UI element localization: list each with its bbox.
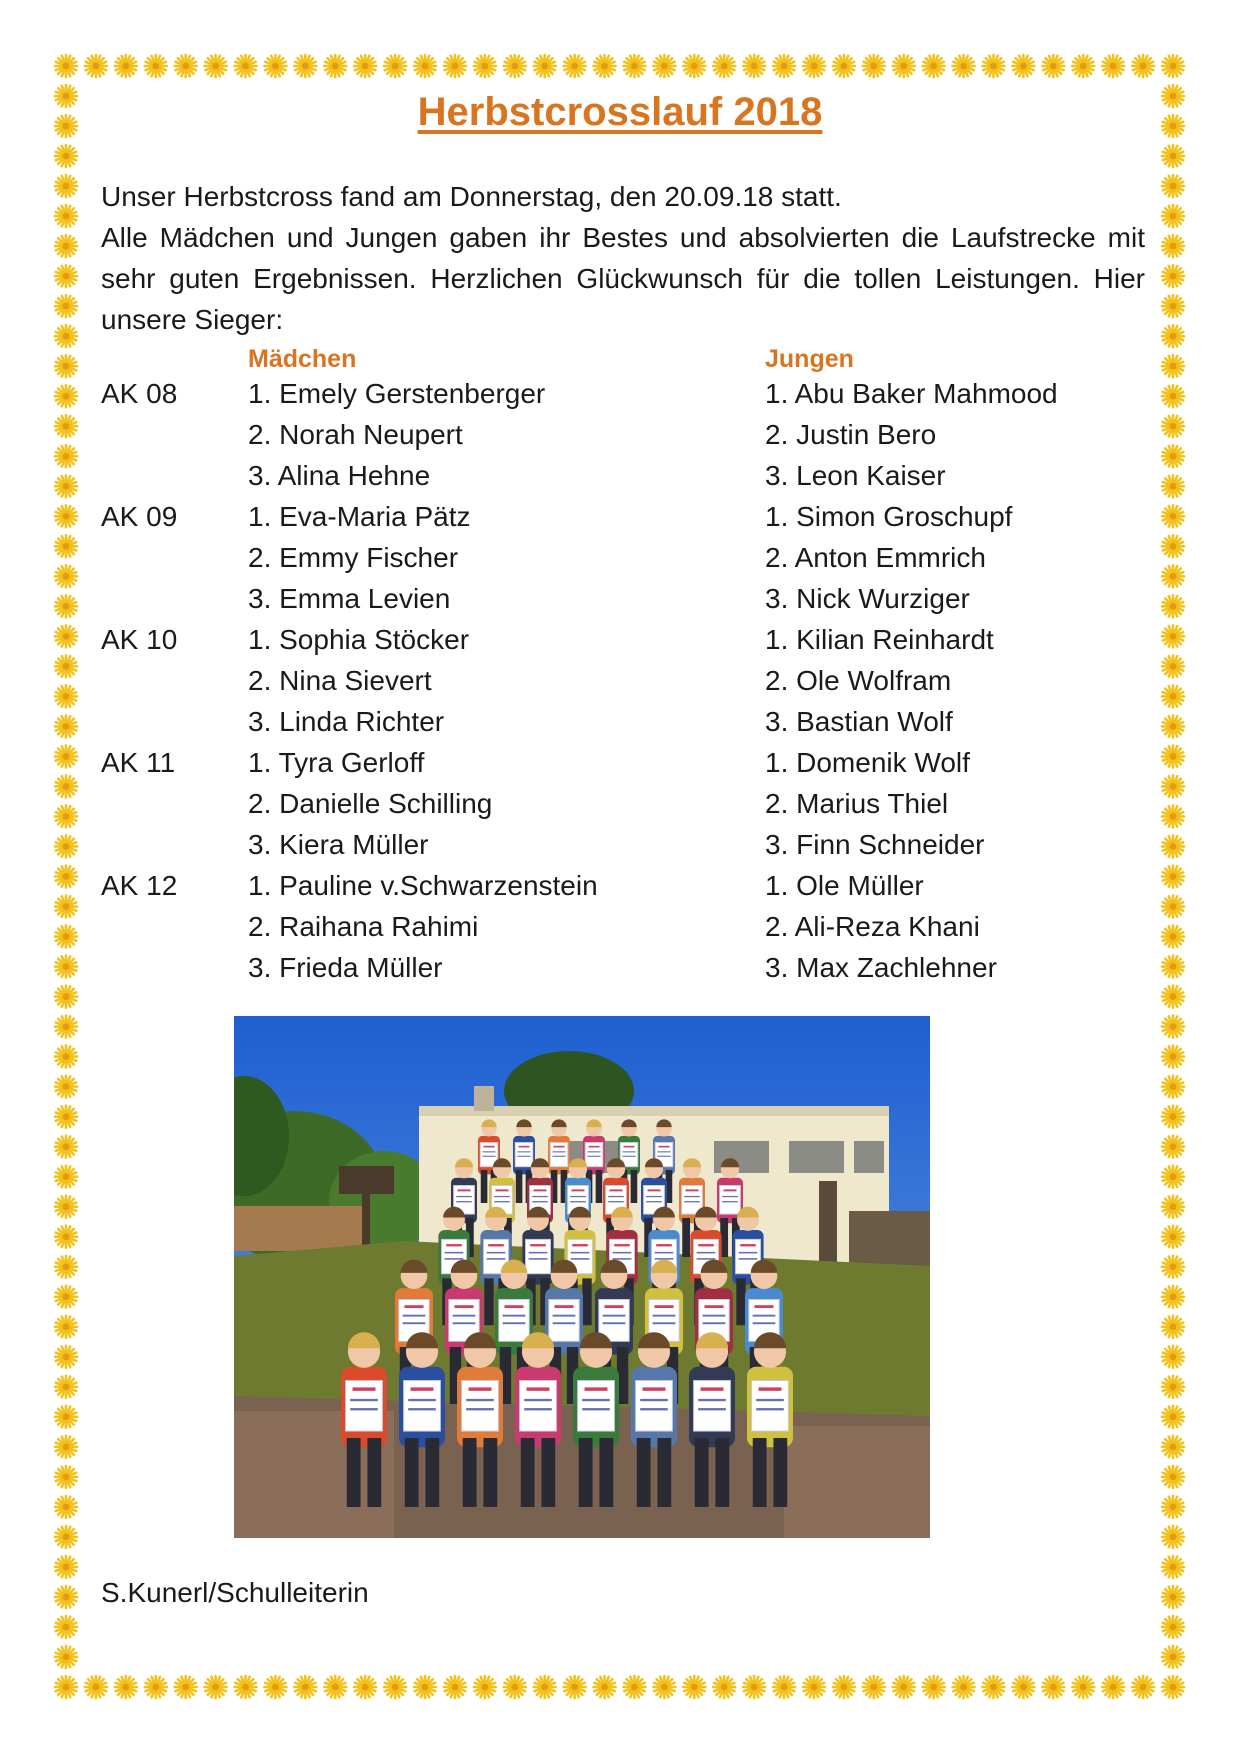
sunflower-icon	[803, 1676, 825, 1698]
sunflower-icon	[1162, 265, 1184, 287]
intro-text	[101, 176, 1145, 217]
sunflower-icon	[564, 1676, 586, 1698]
boy-winner-item: 2. Ali-Reza Khani	[765, 911, 980, 942]
sunflower-icon	[444, 1676, 466, 1698]
sunflower-icon	[55, 325, 77, 347]
sunflower-icon	[55, 866, 77, 888]
sunflower-icon	[55, 655, 77, 677]
sunflower-icon	[1102, 1676, 1124, 1698]
sunflower-icon	[145, 55, 167, 77]
sunflower-icon	[1162, 295, 1184, 317]
sunflower-icon	[55, 1586, 77, 1608]
sunflower-icon	[1162, 385, 1184, 407]
sunflower-icon	[1162, 355, 1184, 377]
girl-winner-item: 1. Eva-Maria Pätz	[248, 501, 471, 532]
sunflower-icon	[55, 235, 77, 257]
sunflower-icon	[414, 55, 436, 77]
sunflower-icon	[384, 55, 406, 77]
girl-winner-item: 3. Kiera Müller	[248, 829, 429, 860]
sunflower-icon	[55, 625, 77, 647]
sunflower-icon	[55, 956, 77, 978]
sunflower-icon	[923, 1676, 945, 1698]
sunflower-icon	[1162, 595, 1184, 617]
sunflower-icon	[1072, 1676, 1094, 1698]
sunflower-icon	[55, 1046, 77, 1068]
girl-winner-item: 2. Emmy Fischer	[248, 542, 459, 573]
sunflower-icon	[175, 1676, 197, 1698]
sunflower-icon	[55, 1646, 77, 1668]
boy-winner-item: 1. Kilian Reinhardt	[765, 624, 994, 655]
sunflower-icon	[55, 295, 77, 317]
sunflower-icon	[55, 1256, 77, 1278]
sunflower-icon	[594, 1676, 616, 1698]
sunflower-icon	[55, 355, 77, 377]
sunflower-icon	[1162, 1046, 1184, 1068]
sunflower-icon	[504, 1676, 526, 1698]
sunflower-icon	[743, 1676, 765, 1698]
sunflower-icon	[55, 475, 77, 497]
sunflower-icon	[55, 1466, 77, 1488]
sunflower-icon	[653, 1676, 675, 1698]
sunflower-icon	[1162, 1616, 1184, 1638]
sunflower-icon	[1162, 1346, 1184, 1368]
sunflower-icon	[264, 55, 286, 77]
sunflower-icon	[55, 685, 77, 707]
sunflower-icon	[953, 1676, 975, 1698]
boy-winner-item: 1. Simon Groschupf	[765, 501, 1013, 532]
sunflower-icon	[55, 835, 77, 857]
girl-winner-item: 2. Norah Neupert	[248, 419, 463, 450]
boy-winner-item: 2. Marius Thiel	[765, 788, 949, 819]
sunflower-icon	[1162, 1406, 1184, 1428]
sunflower-icon	[55, 565, 77, 587]
boy-winner-item: 3. Leon Kaiser	[765, 460, 946, 491]
sunflower-icon	[55, 445, 77, 467]
sunflower-icon	[294, 1676, 316, 1698]
sunflower-icon	[205, 1676, 227, 1698]
sunflower-icon	[264, 1676, 286, 1698]
sunflower-icon	[205, 55, 227, 77]
girl-winner-item: 3. Linda Richter	[248, 706, 445, 737]
sunflower-icon	[1012, 55, 1034, 77]
sunflower-icon	[354, 1676, 376, 1698]
sunflower-icon	[623, 55, 645, 77]
sunflower-icon	[55, 1316, 77, 1338]
sunflower-icon	[1162, 1316, 1184, 1338]
sunflower-icon	[1162, 145, 1184, 167]
sunflower-icon	[1162, 866, 1184, 888]
sunflower-icon	[85, 1676, 107, 1698]
sunflower-icon	[1162, 1076, 1184, 1098]
sunflower-icon	[683, 55, 705, 77]
boy-winner-item: 1. Domenik Wolf	[765, 747, 970, 778]
sunflower-icon	[55, 775, 77, 797]
sunflower-icon	[1162, 745, 1184, 767]
sunflower-icon	[653, 55, 675, 77]
girl-winner-item: 1. Emely Gerstenberger	[248, 378, 546, 409]
sunflower-icon	[1072, 55, 1094, 77]
boy-winner-item: 2. Justin Bero	[765, 419, 937, 450]
age-class-label: AK 09	[101, 501, 178, 532]
sunflower-icon	[893, 55, 915, 77]
sunflower-icon	[414, 1676, 436, 1698]
sunflower-icon	[1162, 415, 1184, 437]
sunflower-icon	[594, 55, 616, 77]
sunflower-icon	[55, 175, 77, 197]
sunflower-icon	[1102, 55, 1124, 77]
group-photo	[234, 1016, 930, 1538]
sunflower-icon	[444, 55, 466, 77]
sunflower-icon	[1162, 175, 1184, 197]
sunflower-icon	[1162, 1526, 1184, 1548]
boy-winner-item: 3. Max Zachlehner	[765, 952, 997, 983]
sunflower-icon	[324, 1676, 346, 1698]
sunflower-icon	[1162, 1136, 1184, 1158]
boy-winner-item: 3. Bastian Wolf	[765, 706, 953, 737]
sunflower-icon	[55, 1406, 77, 1428]
sunflower-icon	[55, 1166, 77, 1188]
boy-winner-item: 1. Abu Baker Mahmood	[765, 378, 1058, 409]
sunflower-icon	[1132, 1676, 1154, 1698]
sunflower-icon	[55, 1076, 77, 1098]
sunflower-icon	[1162, 1106, 1184, 1128]
sunflower-icon	[145, 1676, 167, 1698]
girl-winner-item: 1. Sophia Stöcker	[248, 624, 470, 655]
sunflower-icon	[683, 1676, 705, 1698]
sunflower-icon	[55, 1136, 77, 1158]
girl-winner-item: 3. Emma Levien	[248, 583, 451, 614]
sunflower-icon	[1162, 805, 1184, 827]
sunflower-icon	[982, 1676, 1004, 1698]
sunflower-icon	[1162, 1436, 1184, 1458]
sunflower-icon	[1162, 475, 1184, 497]
sunflower-icon	[713, 55, 735, 77]
sunflower-icon	[55, 1616, 77, 1638]
signature: S.Kunerl/Schulleiterin	[101, 1577, 369, 1608]
sunflower-icon	[1162, 926, 1184, 948]
sunflower-icon	[833, 1676, 855, 1698]
sunflower-icon	[55, 1376, 77, 1398]
sunflower-icon	[1162, 1496, 1184, 1518]
girl-winner-item: 3. Frieda Müller	[248, 952, 443, 983]
sunflower-icon	[55, 805, 77, 827]
sunflower-icon	[115, 55, 137, 77]
sunflower-icon	[235, 55, 257, 77]
sunflower-icon	[55, 535, 77, 557]
sunflower-icon	[1162, 625, 1184, 647]
sunflower-icon	[235, 1676, 257, 1698]
sunflower-icon	[713, 1676, 735, 1698]
sunflower-icon	[1162, 445, 1184, 467]
sunflower-icon	[1162, 986, 1184, 1008]
sunflower-icon	[354, 55, 376, 77]
sunflower-icon	[1162, 325, 1184, 347]
sunflower-icon	[55, 265, 77, 287]
sunflower-icon	[1162, 205, 1184, 227]
sunflower-icon	[55, 145, 77, 167]
intro-paragraph-block	[101, 217, 1145, 340]
sunflower-icon	[55, 896, 77, 918]
sunflower-icon	[803, 55, 825, 77]
sunflower-icon	[55, 1526, 77, 1548]
sunflower-icon	[1162, 835, 1184, 857]
sunflower-icon	[55, 595, 77, 617]
sunflower-icon	[55, 1106, 77, 1128]
sunflower-icon	[893, 1676, 915, 1698]
sunflower-icon	[863, 55, 885, 77]
sunflower-icon	[1162, 715, 1184, 737]
boy-winner-item: 2. Ole Wolfram	[765, 665, 952, 696]
sunflower-icon	[1162, 655, 1184, 677]
sunflower-icon	[384, 1676, 406, 1698]
sunflower-icon	[982, 55, 1004, 77]
sunflower-icon	[773, 1676, 795, 1698]
intro-paragraph: Alle Mädchen und Jungen gaben ihr Bestes und absolvierten die Laufstrecke mit sehr guten Ergebnissen. Herzlichen Glückwunsch für die tollen Leistungen. Hier unsere Sieger:	[101, 222, 1145, 335]
sunflower-icon	[55, 745, 77, 767]
sunflower-icon	[1162, 1646, 1184, 1668]
sunflower-icon	[55, 715, 77, 737]
girl-winner-item: 2. Raihana Rahimi	[248, 911, 479, 942]
sunflower-icon	[743, 55, 765, 77]
sunflower-icon	[1162, 1016, 1184, 1038]
sunflower-icon	[474, 55, 496, 77]
sunflower-icon	[1162, 535, 1184, 557]
sunflower-icon	[1162, 1556, 1184, 1578]
sunflower-icon	[953, 55, 975, 77]
sunflower-icon	[923, 55, 945, 77]
girl-winner-item: 2. Danielle Schilling	[248, 788, 493, 819]
sunflower-icon	[504, 55, 526, 77]
sunflower-icon	[1162, 55, 1184, 77]
sunflower-icon	[1162, 1226, 1184, 1248]
sunflower-icon	[55, 205, 77, 227]
sunflower-icon	[55, 1676, 77, 1698]
page-title: Herbstcrosslauf 2018	[417, 90, 823, 134]
intro-line: Unser Herbstcross fand am Donnerstag, den 20.09.18 statt.	[101, 181, 842, 212]
sunflower-icon	[1012, 1676, 1034, 1698]
sunflower-icon	[55, 1556, 77, 1578]
sunflower-icon	[1162, 1586, 1184, 1608]
sunflower-icon	[1162, 896, 1184, 918]
sunflower-icon	[534, 55, 556, 77]
age-class-label: AK 08	[101, 378, 178, 409]
sunflower-icon	[175, 55, 197, 77]
sunflower-icon	[55, 1286, 77, 1308]
sunflower-icon	[55, 385, 77, 407]
sunflower-icon	[55, 55, 77, 77]
sunflower-icon	[474, 1676, 496, 1698]
girl-winner-item: 1. Pauline v.Schwarzenstein	[248, 870, 598, 901]
sunflower-icon	[1132, 55, 1154, 77]
girl-winner-item: 1. Tyra Gerloff	[248, 747, 425, 778]
sunflower-icon	[863, 1676, 885, 1698]
sunflower-icon	[833, 55, 855, 77]
age-class-label: AK 10	[101, 624, 178, 655]
girls-column-header: Mädchen	[248, 345, 357, 373]
boy-winner-item: 1. Ole Müller	[765, 870, 924, 901]
sunflower-icon	[1162, 956, 1184, 978]
girl-winner-item: 2. Nina Sievert	[248, 665, 432, 696]
sunflower-icon	[55, 926, 77, 948]
boys-column-header: Jungen	[765, 345, 854, 373]
sunflower-icon	[55, 986, 77, 1008]
sunflower-icon	[1162, 1286, 1184, 1308]
age-class-label: AK 12	[101, 870, 178, 901]
sunflower-icon	[294, 55, 316, 77]
sunflower-icon	[1162, 1196, 1184, 1218]
sunflower-icon	[55, 1226, 77, 1248]
sunflower-icon	[564, 55, 586, 77]
sunflower-icon	[534, 1676, 556, 1698]
age-class-label: AK 11	[101, 747, 176, 778]
sunflower-icon	[1162, 505, 1184, 527]
sunflower-icon	[1162, 1676, 1184, 1698]
sunflower-icon	[55, 1016, 77, 1038]
sunflower-icon	[1042, 1676, 1064, 1698]
sunflower-icon	[1162, 685, 1184, 707]
sunflower-icon	[1042, 55, 1064, 77]
sunflower-icon	[55, 1496, 77, 1518]
boy-winner-item: 2. Anton Emmrich	[765, 542, 986, 573]
sunflower-icon	[1162, 775, 1184, 797]
sunflower-icon	[55, 1436, 77, 1458]
sunflower-icon	[1162, 1376, 1184, 1398]
sunflower-icon	[1162, 235, 1184, 257]
boy-winner-item: 3. Finn Schneider	[765, 829, 985, 860]
boy-winner-item: 3. Nick Wurziger	[765, 583, 970, 614]
sunflower-icon	[623, 1676, 645, 1698]
sunflower-icon	[55, 505, 77, 527]
sunflower-icon	[85, 55, 107, 77]
sunflower-icon	[324, 55, 346, 77]
girl-winner-item: 3. Alina Hehne	[248, 460, 431, 491]
sunflower-icon	[1162, 1166, 1184, 1188]
sunflower-icon	[1162, 565, 1184, 587]
sunflower-icon	[55, 1346, 77, 1368]
sunflower-icon	[1162, 1256, 1184, 1278]
sunflower-icon	[115, 1676, 137, 1698]
sunflower-icon	[1162, 1466, 1184, 1488]
sunflower-icon	[55, 1196, 77, 1218]
sunflower-icon	[773, 55, 795, 77]
sunflower-icon	[55, 415, 77, 437]
